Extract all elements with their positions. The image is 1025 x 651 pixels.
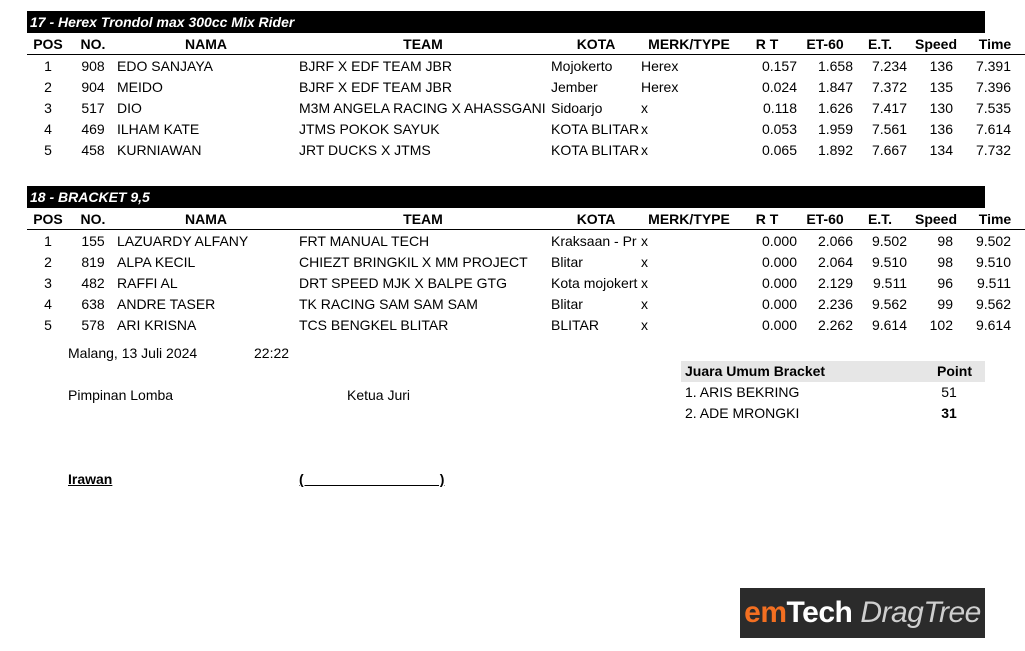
cell-rt: 0.000 bbox=[761, 316, 797, 333]
report-date: Malang, 13 Juli 2024 bbox=[68, 345, 198, 361]
champion-point-label: Point bbox=[937, 363, 972, 379]
cell-nama: LAZUARDY ALFANY bbox=[117, 232, 249, 249]
cell-merk: Herex bbox=[641, 78, 679, 95]
section-title: 17 - Herex Trondol max 300cc Mix Rider bbox=[27, 11, 985, 33]
cell-et60: 2.236 bbox=[817, 295, 853, 312]
table-row bbox=[27, 251, 1025, 272]
table-row bbox=[27, 97, 1025, 118]
results-table bbox=[27, 208, 1025, 335]
champion-name: 2. ADE MRONGKI bbox=[685, 405, 800, 421]
cell-et60: 2.129 bbox=[817, 274, 853, 291]
logo-dragtree: DragTree bbox=[860, 596, 981, 629]
table-header-row bbox=[27, 33, 1025, 55]
cell-et: 7.667 bbox=[871, 141, 907, 158]
col-header-rt: R T bbox=[755, 210, 779, 227]
col-header-speed: Speed bbox=[914, 210, 957, 227]
cell-nama: RAFFI AL bbox=[117, 274, 178, 291]
cell-kota: Jember bbox=[551, 78, 598, 95]
cell-et: 9.614 bbox=[871, 316, 907, 333]
cell-rt: 0.157 bbox=[761, 57, 797, 74]
cell-rt: 0.118 bbox=[763, 99, 797, 116]
champion-point: 51 bbox=[941, 384, 957, 400]
cell-kota: Mojokerto bbox=[551, 57, 613, 74]
cell-kota: Blitar bbox=[551, 295, 583, 312]
cell-et60: 1.658 bbox=[817, 57, 853, 74]
cell-pos: 3 bbox=[44, 99, 52, 116]
cell-rt: 0.024 bbox=[761, 78, 797, 95]
cell-speed: 134 bbox=[929, 141, 953, 158]
cell-no: 578 bbox=[81, 316, 105, 333]
col-header-rt: R T bbox=[755, 35, 779, 52]
cell-team: CHIEZT BRINGKIL X MM PROJECT bbox=[299, 253, 528, 270]
cell-speed: 102 bbox=[929, 316, 953, 333]
col-header-et: E.T. bbox=[867, 35, 893, 52]
cell-pos: 4 bbox=[44, 120, 52, 137]
logo-tech: Tech bbox=[786, 596, 853, 629]
cell-kota: Kota mojokert bbox=[551, 274, 638, 291]
cell-kota: KOTA BLITAR bbox=[551, 120, 640, 137]
cell-rt: 0.053 bbox=[761, 120, 797, 137]
cell-team: BJRF X EDF TEAM JBR bbox=[299, 78, 452, 95]
cell-et: 9.510 bbox=[871, 253, 907, 270]
cell-kota: Blitar bbox=[551, 253, 583, 270]
ketua-label: Ketua Juri bbox=[347, 387, 411, 403]
cell-speed: 96 bbox=[937, 274, 953, 291]
col-header-nama: NAMA bbox=[185, 210, 227, 227]
cell-no: 469 bbox=[81, 120, 105, 137]
cell-no: 517 bbox=[81, 99, 105, 116]
cell-time: 9.511 bbox=[977, 274, 1011, 291]
cell-speed: 99 bbox=[937, 295, 953, 312]
cell-speed: 135 bbox=[929, 78, 953, 95]
cell-et60: 2.262 bbox=[817, 316, 853, 333]
table-row bbox=[27, 139, 1025, 160]
section-title: 18 - BRACKET 9,5 bbox=[27, 186, 985, 208]
cell-team: TCS BENGKEL BLITAR bbox=[299, 316, 449, 333]
champion-title: Juara Umum Bracket bbox=[685, 363, 826, 379]
pimpinan-signature-name: Irawan bbox=[68, 471, 113, 487]
col-header-kota: KOTA bbox=[576, 35, 616, 52]
col-header-no: NO. bbox=[80, 35, 106, 52]
cell-speed: 130 bbox=[929, 99, 953, 116]
cell-speed: 98 bbox=[937, 232, 953, 249]
cell-merk: x bbox=[641, 120, 648, 137]
cell-time: 7.391 bbox=[975, 57, 1011, 74]
results-table bbox=[27, 33, 1025, 160]
cell-et: 9.511 bbox=[873, 274, 907, 291]
cell-team: JRT DUCKS X JTMS bbox=[299, 141, 431, 158]
champion-header bbox=[681, 361, 985, 382]
col-header-pos: POS bbox=[33, 35, 63, 52]
cell-speed: 98 bbox=[937, 253, 953, 270]
cell-merk: x bbox=[641, 274, 648, 291]
cell-kota: KOTA BLITAR bbox=[551, 141, 640, 158]
cell-rt: 0.000 bbox=[761, 232, 797, 249]
cell-pos: 2 bbox=[44, 78, 52, 95]
cell-merk: x bbox=[641, 253, 648, 270]
cell-nama: ANDRE TASER bbox=[117, 295, 216, 312]
cell-kota: BLITAR bbox=[551, 316, 599, 333]
cell-merk: x bbox=[641, 295, 648, 312]
cell-pos: 2 bbox=[44, 253, 52, 270]
cell-rt: 0.000 bbox=[761, 253, 797, 270]
cell-nama: MEIDO bbox=[117, 78, 163, 95]
cell-pos: 3 bbox=[44, 274, 52, 291]
champion-table bbox=[681, 361, 985, 424]
list-item bbox=[681, 382, 985, 403]
cell-no: 482 bbox=[81, 274, 105, 291]
cell-team: DRT SPEED MJK X BALPE GTG bbox=[299, 274, 507, 291]
cell-team: JTMS POKOK SAYUK bbox=[299, 120, 440, 137]
cell-nama: ILHAM KATE bbox=[117, 120, 200, 137]
cell-pos: 1 bbox=[44, 232, 52, 249]
cell-et60: 2.064 bbox=[817, 253, 853, 270]
table-row bbox=[27, 118, 1025, 139]
cell-pos: 5 bbox=[44, 141, 52, 158]
table-row bbox=[27, 230, 1025, 252]
cell-et: 7.417 bbox=[871, 99, 907, 116]
cell-nama: ARI KRISNA bbox=[117, 316, 197, 333]
cell-no: 458 bbox=[81, 141, 105, 158]
cell-merk: x bbox=[641, 141, 648, 158]
cell-kota: Sidoarjo bbox=[551, 99, 603, 116]
col-header-team: TEAM bbox=[403, 35, 443, 52]
col-header-et60: ET-60 bbox=[806, 35, 844, 52]
cell-nama: EDO SANJAYA bbox=[117, 57, 213, 74]
ketua-signature-blank: ( ) bbox=[299, 471, 445, 487]
cell-rt: 0.065 bbox=[761, 141, 797, 158]
col-header-et60: ET-60 bbox=[806, 210, 844, 227]
cell-no: 904 bbox=[81, 78, 105, 95]
cell-et: 9.562 bbox=[871, 295, 907, 312]
cell-no: 638 bbox=[81, 295, 105, 312]
cell-team: BJRF X EDF TEAM JBR bbox=[299, 57, 452, 74]
cell-kota: Kraksaan - Pr bbox=[551, 232, 637, 249]
cell-merk: x bbox=[641, 232, 648, 249]
col-header-pos: POS bbox=[33, 210, 63, 227]
cell-pos: 4 bbox=[44, 295, 52, 312]
col-header-kota: KOTA bbox=[576, 210, 616, 227]
col-header-team: TEAM bbox=[403, 210, 443, 227]
col-header-no: NO. bbox=[80, 210, 106, 227]
cell-et60: 2.066 bbox=[817, 232, 853, 249]
table-row bbox=[27, 314, 1025, 335]
cell-rt: 0.000 bbox=[761, 295, 797, 312]
cell-pos: 1 bbox=[44, 57, 52, 74]
cell-et: 7.234 bbox=[871, 57, 907, 74]
cell-et: 7.561 bbox=[871, 120, 907, 137]
cell-time: 7.614 bbox=[975, 120, 1011, 137]
cell-nama: ALPA KECIL bbox=[117, 253, 196, 270]
col-header-nama: NAMA bbox=[185, 35, 227, 52]
cell-et60: 1.959 bbox=[817, 120, 853, 137]
list-item bbox=[681, 403, 985, 424]
cell-speed: 136 bbox=[929, 120, 953, 137]
cell-team: FRT MANUAL TECH bbox=[299, 232, 430, 249]
cell-et: 7.372 bbox=[871, 78, 907, 95]
cell-et60: 1.626 bbox=[817, 99, 853, 116]
logo-em: em bbox=[744, 596, 787, 629]
table-row bbox=[27, 272, 1025, 293]
cell-nama: KURNIAWAN bbox=[117, 141, 202, 158]
table-header-row bbox=[27, 208, 1025, 230]
col-header-time: Time bbox=[978, 210, 1012, 227]
cell-merk: x bbox=[641, 316, 648, 333]
cell-time: 9.502 bbox=[975, 232, 1011, 249]
cell-merk: x bbox=[641, 99, 648, 116]
table-row bbox=[27, 76, 1025, 97]
cell-no: 155 bbox=[81, 232, 105, 249]
cell-merk: Herex bbox=[641, 57, 679, 74]
pimpinan-label: Pimpinan Lomba bbox=[68, 387, 174, 403]
cell-time: 9.510 bbox=[975, 253, 1011, 270]
col-header-time: Time bbox=[978, 35, 1012, 52]
cell-rt: 0.000 bbox=[761, 274, 797, 291]
table-row bbox=[27, 55, 1025, 77]
cell-time: 9.562 bbox=[975, 295, 1011, 312]
cell-no: 819 bbox=[81, 253, 105, 270]
emtech-dragtree-logo bbox=[740, 588, 985, 638]
table-row bbox=[27, 293, 1025, 314]
results-section-17 bbox=[27, 11, 1012, 160]
cell-time: 7.535 bbox=[975, 99, 1011, 116]
cell-pos: 5 bbox=[44, 316, 52, 333]
cell-team: TK RACING SAM SAM SAM bbox=[299, 295, 478, 312]
cell-team: M3M ANGELA RACING X AHASSGANI bbox=[299, 99, 546, 116]
cell-et: 9.502 bbox=[871, 232, 907, 249]
cell-time: 7.396 bbox=[975, 78, 1011, 95]
cell-speed: 136 bbox=[929, 57, 953, 74]
col-header-merk: MERK/TYPE bbox=[648, 35, 730, 52]
cell-et60: 1.847 bbox=[817, 78, 853, 95]
cell-et60: 1.892 bbox=[817, 141, 853, 158]
cell-time: 9.614 bbox=[975, 316, 1011, 333]
col-header-merk: MERK/TYPE bbox=[648, 210, 730, 227]
cell-nama: DIO bbox=[117, 99, 142, 116]
champion-point: 31 bbox=[941, 405, 957, 421]
results-section-18 bbox=[27, 186, 1012, 335]
col-header-et: E.T. bbox=[867, 210, 893, 227]
champion-name: 1. ARIS BEKRING bbox=[685, 384, 800, 400]
report-time: 22:22 bbox=[254, 345, 290, 361]
col-header-speed: Speed bbox=[914, 35, 957, 52]
cell-time: 7.732 bbox=[975, 141, 1011, 158]
cell-no: 908 bbox=[81, 57, 105, 74]
